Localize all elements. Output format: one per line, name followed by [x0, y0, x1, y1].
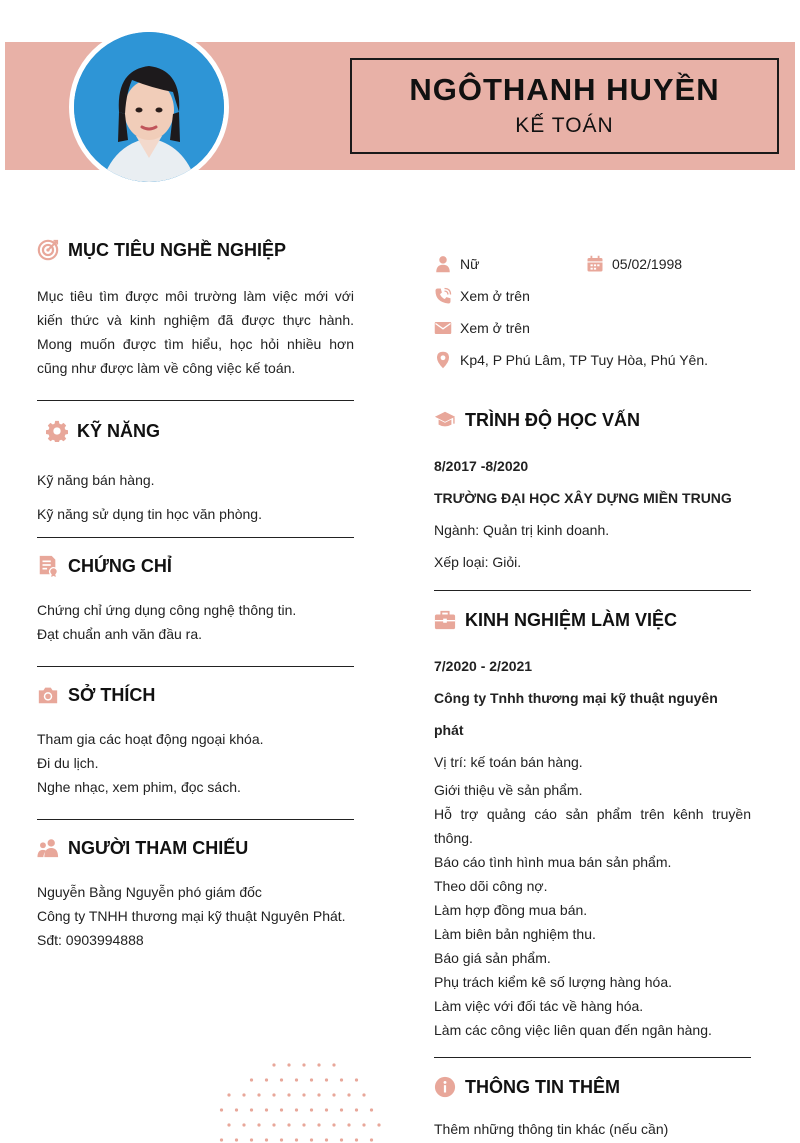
decorative-dots	[212, 1062, 388, 1143]
address-row	[434, 344, 751, 376]
decor-dot	[227, 1093, 230, 1096]
decor-dot	[317, 1093, 320, 1096]
decor-dot	[370, 1138, 373, 1141]
decor-dot	[355, 1078, 358, 1081]
company-name: Công ty Tnhh thương mại kỹ thuật nguyên phát	[434, 690, 718, 738]
divider	[37, 400, 354, 401]
duty-item: Làm việc với đối tác về hàng hóa.	[434, 998, 644, 1014]
people-icon	[37, 837, 59, 859]
decor-dot	[250, 1108, 253, 1111]
decor-dot	[340, 1108, 343, 1111]
decor-dot	[265, 1138, 268, 1141]
experience-heading	[434, 606, 751, 634]
education-major: Ngành: Quản trị kinh doanh.	[434, 522, 610, 538]
decor-dot	[272, 1063, 275, 1066]
gender-value: Nữ	[460, 256, 480, 272]
target-icon	[37, 239, 59, 261]
decor-dot	[302, 1063, 305, 1066]
divider	[434, 1057, 751, 1058]
decor-dot	[220, 1108, 223, 1111]
certificate-item: Chứng chỉ ứng dụng công nghệ thông tin.	[37, 602, 297, 618]
decor-dot	[265, 1078, 268, 1081]
duty-item: Báo giá sản phẩm.	[434, 950, 551, 966]
profile-photo-image	[74, 32, 224, 182]
decor-dot	[257, 1123, 260, 1126]
decor-dot	[340, 1078, 343, 1081]
skills-title: KỸ NĂNG	[77, 420, 161, 441]
decor-dot	[295, 1078, 298, 1081]
decor-dot	[347, 1123, 350, 1126]
decor-dot	[272, 1093, 275, 1096]
calendar-icon	[586, 255, 604, 273]
education-period: 8/2017 -8/2020	[434, 458, 529, 474]
duty-item: Làm hợp đồng mua bán.	[434, 902, 588, 918]
references-title: NGƯỜI THAM CHIẾU	[68, 837, 249, 858]
location-pin-icon	[434, 351, 452, 369]
decor-dot	[362, 1093, 365, 1096]
decor-dot	[287, 1123, 290, 1126]
decor-dot	[280, 1108, 283, 1111]
briefcase-icon	[434, 609, 456, 631]
person-icon	[434, 255, 452, 273]
duty-item: Giới thiệu về sản phẩm.	[434, 782, 583, 798]
decor-dot	[332, 1123, 335, 1126]
decor-dot	[257, 1093, 260, 1096]
decor-dot	[227, 1123, 230, 1126]
decor-dot	[325, 1078, 328, 1081]
additional-title: THÔNG TIN THÊM	[465, 1076, 620, 1097]
decor-dot	[317, 1063, 320, 1066]
address-value: Kp4, P Phú Lâm, TP Tuy Hòa, Phú Yên.	[460, 352, 709, 368]
divider	[434, 590, 751, 591]
certificates-heading	[37, 552, 354, 580]
hobbies-title: SỞ THÍCH	[68, 684, 156, 705]
decor-dot	[250, 1138, 253, 1141]
additional-text: Thêm những thông tin khác (nếu cần)	[434, 1121, 669, 1137]
references-list	[37, 880, 354, 952]
job-position: Vị trí: kế toán bán hàng.	[434, 754, 583, 770]
decor-dot	[362, 1123, 365, 1126]
experience-header	[434, 650, 751, 778]
email-row	[434, 312, 751, 344]
education-details	[434, 450, 751, 578]
duty-item: Làm các công việc liên quan đến ngân hàng.	[434, 1022, 712, 1038]
reference-item: Nguyễn Bằng Nguyễn phó giám đốc	[37, 884, 262, 900]
birthday-value: 05/02/1998	[612, 256, 683, 272]
skill-item: Kỹ năng bán hàng.	[37, 472, 155, 488]
reference-item: Sđt: 0903994888	[37, 932, 144, 948]
education-heading	[434, 406, 751, 434]
decor-dot	[347, 1093, 350, 1096]
name-box	[350, 58, 779, 154]
hobbies-heading	[37, 681, 354, 709]
decor-dot	[325, 1138, 328, 1141]
decor-dot	[355, 1108, 358, 1111]
decor-dot	[310, 1108, 313, 1111]
duty-item: Hỗ trợ quảng cáo sản phẩm trên kênh truyền thông.	[434, 806, 751, 846]
hobby-item: Tham gia các hoạt động ngoại khóa.	[37, 731, 264, 747]
hobbies-list	[37, 727, 354, 799]
divider	[37, 666, 354, 667]
decor-dot	[310, 1138, 313, 1141]
decor-dot	[325, 1108, 328, 1111]
hobby-item: Nghe nhạc, xem phim, đọc sách.	[37, 779, 241, 795]
decor-dot	[302, 1123, 305, 1126]
skill-item: Kỹ năng sử dụng tin học văn phòng.	[37, 506, 262, 522]
certificates-list	[37, 598, 354, 646]
divider	[37, 819, 354, 820]
school-name: TRƯỜNG ĐẠI HỌC XÂY DỰNG MIỀN TRUNG	[434, 490, 732, 506]
info-icon	[434, 1076, 456, 1098]
camera-icon	[37, 684, 59, 706]
phone-row	[434, 280, 751, 312]
reference-item: Công ty TNHH thương mại kỹ thuật Nguyên Phát.	[37, 908, 346, 924]
skills-list	[37, 463, 354, 531]
decor-dot	[220, 1138, 223, 1141]
certificate-item: Đạt chuẩn anh văn đầu ra.	[37, 626, 203, 642]
candidate-name: NGÔTHANH HUYỀN	[409, 72, 720, 107]
experience-period: 7/2020 - 2/2021	[434, 658, 533, 674]
education-title: TRÌNH ĐỘ HỌC VẤN	[465, 409, 640, 430]
decor-dot	[310, 1078, 313, 1081]
gender-birthday-row	[434, 248, 751, 280]
decor-dot	[242, 1123, 245, 1126]
gear-icon	[46, 420, 68, 442]
decor-dot	[370, 1108, 373, 1111]
envelope-icon	[434, 319, 452, 337]
decor-dot	[272, 1123, 275, 1126]
hobby-item: Đi du lịch.	[37, 755, 99, 771]
left-column	[37, 236, 354, 952]
profile-photo	[69, 27, 229, 187]
phone-icon	[434, 287, 452, 305]
duty-item: Báo cáo tình hình mua bán sản phẩm.	[434, 854, 672, 870]
graduation-cap-icon	[434, 409, 456, 431]
education-grade: Xếp loại: Giỏi.	[434, 554, 522, 570]
decor-dot	[295, 1138, 298, 1141]
decor-dot	[235, 1138, 238, 1141]
duty-item: Theo dõi công nợ.	[434, 878, 548, 894]
job-title: KẾ TOÁN	[515, 114, 614, 137]
decor-dot	[332, 1063, 335, 1066]
certificates-title: CHỨNG CHỈ	[68, 555, 172, 576]
skills-heading	[37, 417, 354, 445]
duties-list	[434, 778, 751, 1042]
decor-dot	[280, 1078, 283, 1081]
decor-dot	[332, 1093, 335, 1096]
decor-dot	[280, 1138, 283, 1141]
email-value: Xem ở trên	[460, 320, 530, 336]
decor-dot	[302, 1093, 305, 1096]
decor-dot	[265, 1108, 268, 1111]
decor-dot	[355, 1138, 358, 1141]
decor-dot	[250, 1078, 253, 1081]
decor-dot	[295, 1108, 298, 1111]
decor-dot	[287, 1063, 290, 1066]
divider	[37, 537, 354, 538]
objective-title: MỤC TIÊU NGHỀ NGHIỆP	[68, 239, 287, 260]
duty-item: Phụ trách kiểm kê số lượng hàng hóa.	[434, 974, 673, 990]
decor-dot	[242, 1093, 245, 1096]
decor-dot	[235, 1108, 238, 1111]
decor-dot	[340, 1138, 343, 1141]
additional-heading	[434, 1073, 751, 1101]
experience-title: KINH NGHIỆM LÀM VIỆC	[465, 609, 678, 630]
certificate-icon	[37, 555, 59, 577]
phone-value: Xem ở trên	[460, 288, 530, 304]
decor-dot	[287, 1093, 290, 1096]
references-heading	[37, 834, 354, 862]
objective-text: Mục tiêu tìm được môi trường làm việc mới với kiến thức và kinh nghiệm đã được thực hành. Mong muốn được tìm hiểu, học hỏi nhiều hơn cũng như được làm về công việc kế toán.	[37, 288, 354, 376]
decor-dot	[317, 1123, 320, 1126]
right-column	[434, 248, 751, 1141]
objective-heading	[37, 236, 354, 264]
duty-item: Làm biên bản nghiệm thu.	[434, 926, 596, 942]
decor-dot	[377, 1123, 380, 1126]
